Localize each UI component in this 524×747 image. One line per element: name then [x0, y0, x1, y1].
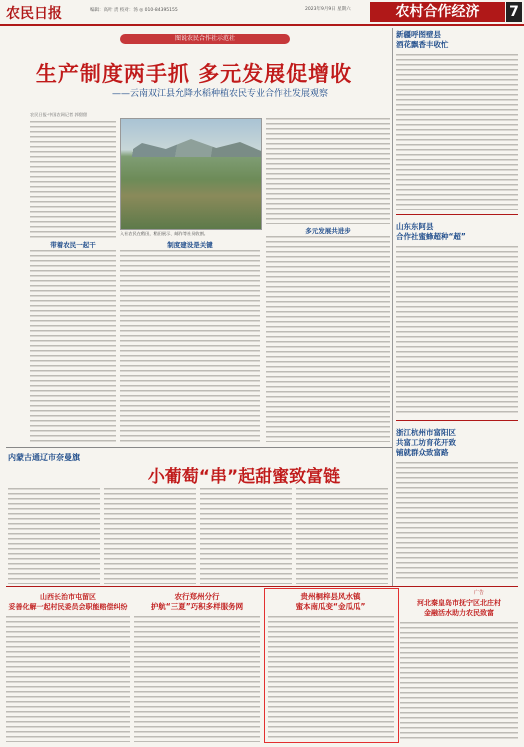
lead-text-col1a	[30, 121, 116, 239]
lead-subhead-1: 带着农民一起干	[50, 241, 96, 249]
lead-text-col3a	[266, 118, 390, 224]
editor-info: 编辑：高叶 责 校对：汤 ◎ 010-84395155	[90, 8, 178, 13]
lead-text-col3b	[266, 236, 390, 442]
page-number: 7	[506, 2, 522, 22]
sidebar	[396, 30, 518, 50]
lead-subhead-3: 多元发展共进步	[305, 227, 351, 235]
sidebar-story2-title[interactable]: 山东东阿县 合作社蜜蜂超种“超”	[396, 222, 466, 241]
middle-headline[interactable]: 小葡萄“串”起甜蜜致富链	[147, 467, 341, 487]
middle-kicker: 内蒙古通辽市奈曼旗	[8, 453, 80, 462]
newspaper-logo: 农民日报	[6, 6, 62, 22]
photo-mountains	[121, 137, 261, 157]
bottom-story4-text	[400, 622, 518, 742]
lead-banner: 图说农民合作社示范社	[120, 34, 290, 44]
lead-photo	[120, 118, 262, 230]
lead-headline[interactable]: 生产制度两手抓 多元发展促增收	[35, 62, 353, 86]
bottom-story2-text	[134, 616, 260, 742]
sidebar-rule-2	[396, 420, 518, 421]
lead-subheadline: ——云南双江县允降水稻种植农民专业合作社发展观察	[111, 89, 328, 99]
sidebar-story3-title[interactable]: 浙江杭州市富阳区 共富工坊育花开致 铺就群众致富路	[396, 428, 456, 457]
sidebar-rule-1	[396, 214, 518, 215]
bottom-story3-title[interactable]: 贵州桐梓县风水镇 蜜本南瓜变“金瓜瓜”	[295, 592, 366, 611]
middle-text-col4	[296, 488, 388, 584]
photo-caption: 入社农民在稻田，稻田展示、邮作等社员收割。	[120, 231, 208, 236]
column-divider	[392, 28, 393, 586]
sidebar-story1-text	[396, 54, 518, 210]
sidebar-story2-text	[396, 246, 518, 416]
middle-divider	[6, 447, 392, 448]
bottom-story1-title[interactable]: 山西长治市屯留区 妥善化解一起村民委员会职能赔偿纠纷	[8, 593, 128, 611]
lead-byline: 农民日报·中国农网记者 郭甜甜	[30, 112, 88, 117]
middle-text-col2	[104, 488, 196, 584]
section-title: 农村合作经济	[370, 2, 505, 22]
lead-subhead-2: 制度建设是关键	[167, 241, 213, 249]
bottom-divider	[6, 586, 518, 587]
sidebar-story1-title[interactable]: 新疆呼图壁县 酒花飘香丰收忙	[396, 30, 449, 49]
sidebar-story3-text	[396, 462, 518, 582]
lead-text-col1b	[30, 250, 116, 442]
middle-text-col1	[8, 488, 100, 584]
issue-date: 2023年9月9日 星期六	[305, 7, 351, 12]
bottom-story4-title[interactable]: 河北秦皇岛市抚宁区北庄村 金融活水助力农民致富	[417, 599, 501, 617]
ad-tag: 广告	[474, 590, 485, 596]
middle-text-col3	[200, 488, 292, 584]
bottom-story1-text	[6, 616, 130, 742]
bottom-story3-text	[268, 616, 394, 738]
bottom-story2-title[interactable]: 农行郑州分行 护航“三夏”巧积多样服务网	[150, 592, 244, 611]
lead-text-col2	[120, 250, 260, 442]
